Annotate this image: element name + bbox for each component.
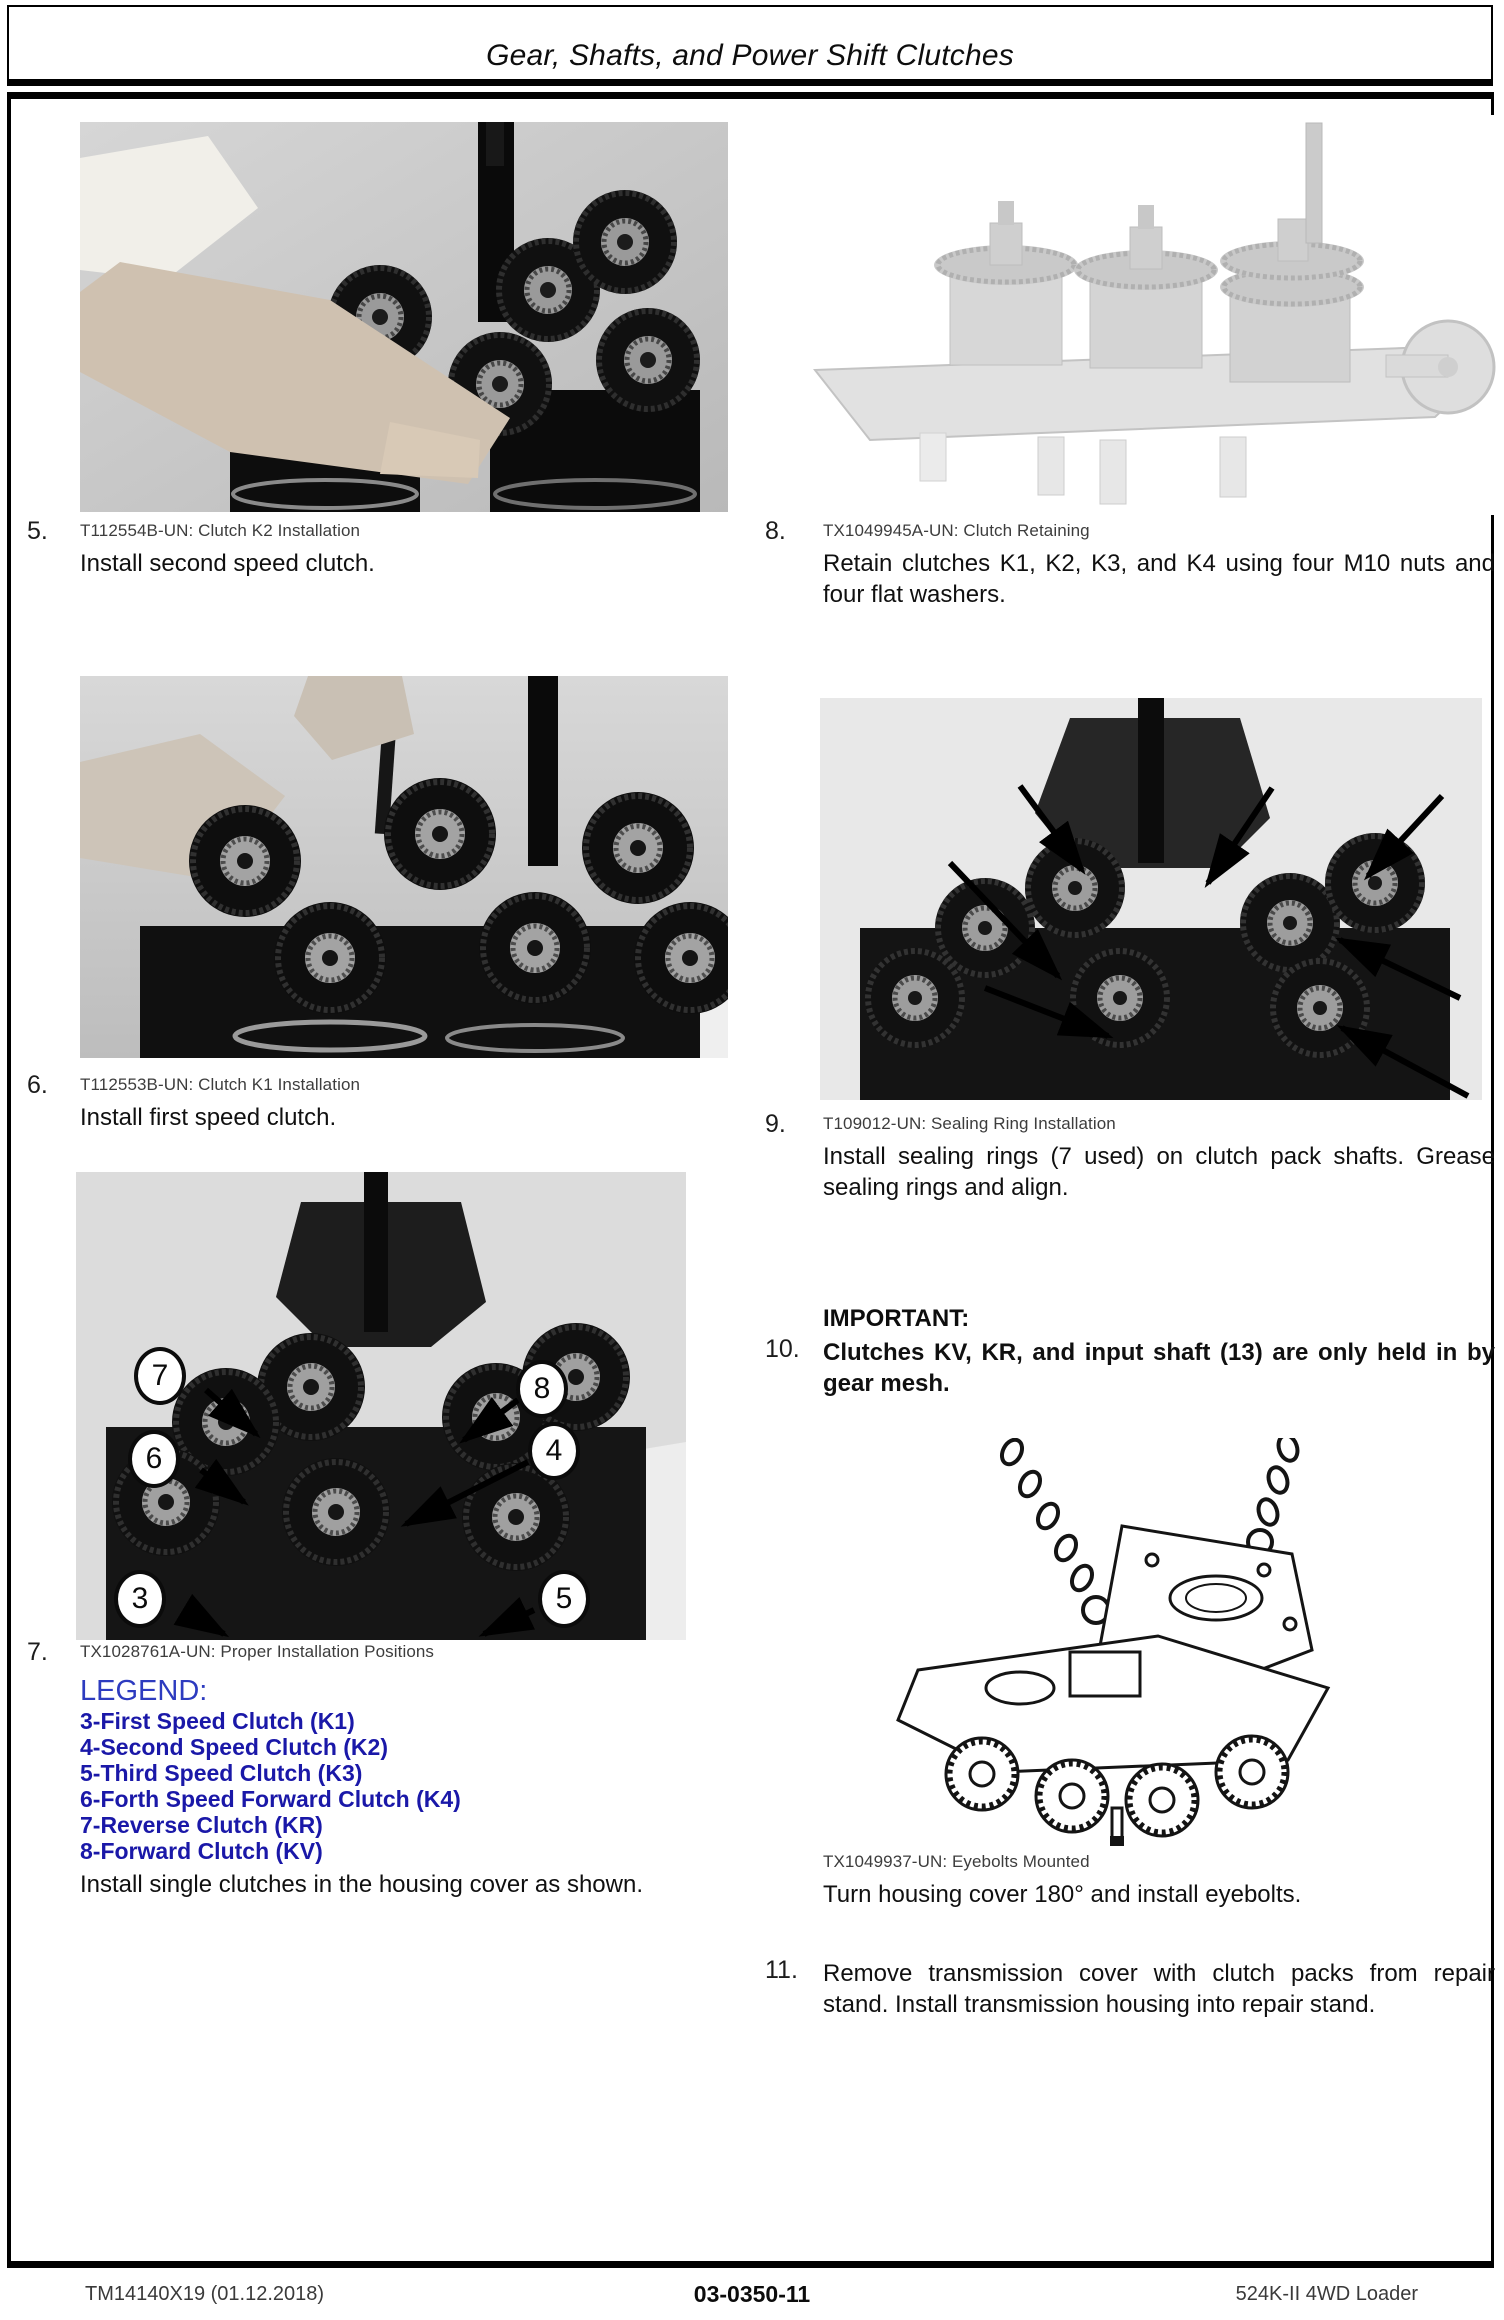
footer-model: 524K-II 4WD Loader [1235, 2283, 1418, 2305]
legend-item-k1: 3-First Speed Clutch (K1) [80, 1708, 355, 1734]
figure-8-caption: TX1049945A-UN: Clutch Retaining [823, 521, 1090, 540]
figure-eyebolts-mounted [860, 1438, 1375, 1846]
step-7 [27, 1640, 737, 1900]
legend-item-k2: 4-Second Speed Clutch (K2) [80, 1734, 388, 1760]
step-11-text: Remove transmission cover with clutch packs from repair stand. Install transmission housing into repair stand. [823, 1960, 1495, 2018]
figure-clutch-k1-installation [80, 676, 728, 1058]
step-11-body [823, 1958, 1495, 2020]
sealing-ring-photo [820, 698, 1482, 1100]
legend-item-kv: 8-Forward Clutch (KV) [80, 1838, 323, 1864]
callout-4 [528, 1422, 580, 1480]
page-title: Gear, Shafts, and Power Shift Clutches [486, 39, 1014, 72]
footer-page-number: 03-0350-11 [693, 2281, 811, 2307]
callout-5-label: 5 [555, 1582, 573, 1615]
step-10-body [823, 1337, 1495, 1399]
step-10-text: Clutches KV, KR, and input shaft (13) are only held in by gear mesh. [823, 1339, 1495, 1397]
legend-item-kr: 7-Reverse Clutch (KR) [80, 1812, 323, 1838]
step-11 [765, 1958, 1504, 2020]
step-7-number: 7. [27, 1638, 48, 1666]
figure-5-caption: T112554B-UN: Clutch K2 Installation [80, 521, 361, 540]
step-7-body [80, 1640, 643, 1900]
legend-title: LEGEND: [80, 1675, 208, 1707]
step-9-text: Install sealing rings (7 used) on clutch pack shafts. Grease sealing rings and align. [823, 1143, 1495, 1201]
step-5-body [80, 519, 375, 579]
callout-6 [128, 1430, 180, 1488]
step-6 [27, 1073, 727, 1133]
callout-8 [516, 1360, 568, 1418]
installation-positions-photo [76, 1172, 686, 1640]
step-10-number: 10. [765, 1335, 800, 1363]
step-7-text: Install single clutches in the housing cover as shown. [80, 1871, 643, 1898]
step-8 [765, 519, 1504, 610]
important-label: IMPORTANT: [823, 1305, 970, 1332]
step-6-body [80, 1073, 360, 1133]
figure-clutch-k2-installation [80, 122, 728, 512]
callout-6-label: 6 [145, 1442, 163, 1475]
figure-7-caption: TX1028761A-UN: Proper Installation Positions [80, 1642, 435, 1661]
figure-clutch-retaining [800, 115, 1497, 515]
page-header [7, 5, 1493, 86]
legend-item-k3: 5-Third Speed Clutch (K3) [80, 1760, 363, 1786]
eyebolts-caption-block [823, 1850, 1495, 1910]
eyebolts-drawing [860, 1438, 1375, 1846]
callout-3-label: 3 [131, 1582, 149, 1615]
step-9 [765, 1112, 1504, 1203]
callout-4-label: 4 [545, 1434, 563, 1467]
figure-eyebolts-caption: TX1049937-UN: Eyebolts Mounted [823, 1852, 1090, 1871]
step-5 [27, 519, 727, 579]
legend-item-k4: 6-Forth Speed Forward Clutch (K4) [80, 1786, 461, 1812]
step-5-text: Install second speed clutch. [80, 550, 375, 577]
step-8-number: 8. [765, 517, 786, 545]
step-6-text: Install first speed clutch. [80, 1104, 337, 1131]
callout-7-label: 7 [151, 1359, 169, 1392]
figure-9-caption: T109012-UN: Sealing Ring Installation [823, 1114, 1116, 1133]
clutch-k2-photo [80, 122, 728, 512]
figure-6-caption: T112553B-UN: Clutch K1 Installation [80, 1075, 361, 1094]
clutch-k1-photo [80, 676, 728, 1058]
clutch-retaining-image [800, 115, 1497, 515]
step-9-number: 9. [765, 1110, 786, 1138]
callout-5 [538, 1570, 590, 1628]
step-6-number: 6. [27, 1071, 48, 1099]
step-8-body [823, 519, 1495, 610]
eyebolts-text: Turn housing cover 180° and install eyebolts. [823, 1881, 1302, 1908]
figure-proper-installation-positions [76, 1172, 686, 1640]
callout-3 [114, 1570, 166, 1628]
figure-sealing-ring-installation [820, 698, 1482, 1100]
step-10-row [765, 1337, 1504, 1399]
step-5-number: 5. [27, 517, 48, 545]
step-8-text: Retain clutches K1, K2, K3, and K4 using four M10 nuts and four flat washers. [823, 550, 1495, 608]
step-9-body [823, 1112, 1495, 1203]
step-11-number: 11. [765, 1956, 798, 1984]
callout-7 [134, 1347, 186, 1405]
step-10 [765, 1305, 1504, 1399]
footer-doc-id: TM14140X19 (01.12.2018) [85, 2283, 325, 2305]
callout-8-label: 8 [533, 1372, 551, 1405]
